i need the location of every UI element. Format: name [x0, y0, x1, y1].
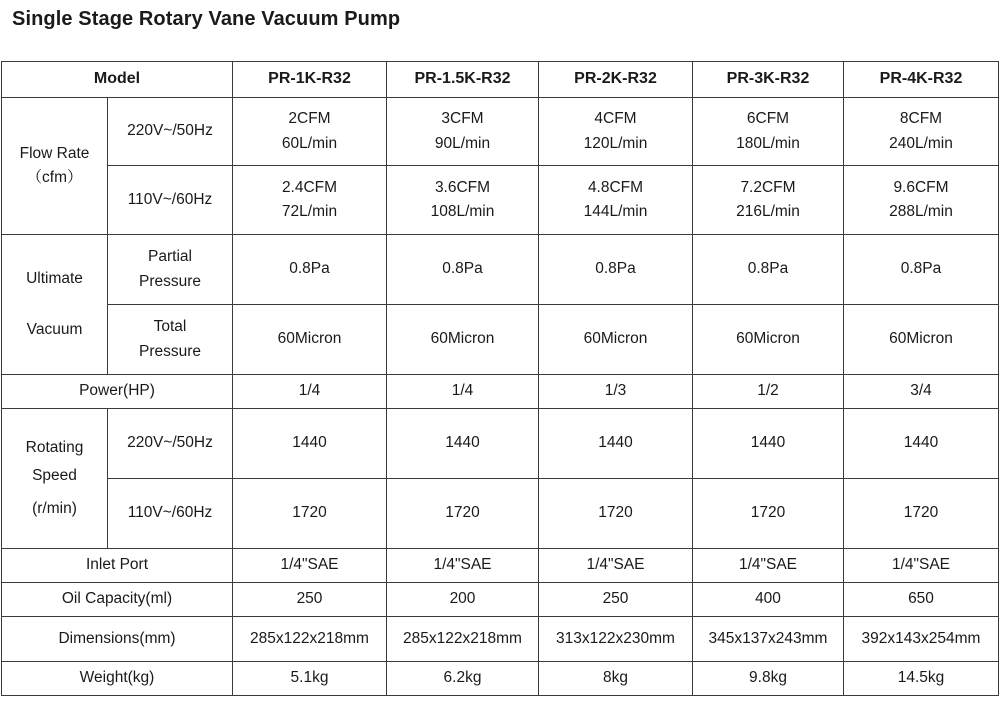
header-row	[2, 62, 999, 98]
power-cell: 1/4	[387, 375, 539, 409]
speed-cell: 1440	[387, 409, 539, 479]
speed-cell: 1720	[387, 479, 539, 549]
ultimate-vacuum-label: Ultimate Vacuum	[2, 235, 108, 375]
power-cell: 3/4	[844, 375, 999, 409]
model-column-header: PR-1.5K-R32	[387, 62, 539, 98]
pressure-cell: 60Micron	[693, 305, 844, 375]
weight-cell: 8kg	[539, 662, 693, 696]
pressure-cell: 60Micron	[387, 305, 539, 375]
partial-pressure-row	[2, 235, 999, 305]
speed-cell: 1720	[539, 479, 693, 549]
total-pressure-label: Total Pressure	[108, 305, 233, 375]
model-column-header: PR-1K-R32	[233, 62, 387, 98]
flow-rate-cell: 4.8CFM 144L/min	[539, 166, 693, 235]
power-cell: 1/3	[539, 375, 693, 409]
speed-cell: 1440	[693, 409, 844, 479]
voltage-label: 110V~/60Hz	[108, 479, 233, 549]
inlet-port-cell: 1/4"SAE	[233, 549, 387, 583]
weight-cell: 9.8kg	[693, 662, 844, 696]
voltage-label: 110V~/60Hz	[108, 166, 233, 235]
model-header: Model	[2, 62, 233, 98]
weight-row	[2, 662, 999, 696]
rotating-speed-220v-row	[2, 409, 999, 479]
flow-rate-cell: 8CFM 240L/min	[844, 98, 999, 166]
oil-capacity-cell: 200	[387, 583, 539, 617]
speed-cell: 1720	[844, 479, 999, 549]
dimensions-cell: 345x137x243mm	[693, 617, 844, 662]
pressure-cell: 0.8Pa	[539, 235, 693, 305]
flow-rate-cell: 2.4CFM 72L/min	[233, 166, 387, 235]
dimensions-label: Dimensions(mm)	[2, 617, 233, 662]
inlet-port-row	[2, 549, 999, 583]
flow-rate-220v-row	[2, 98, 999, 166]
inlet-port-cell: 1/4"SAE	[693, 549, 844, 583]
weight-cell: 6.2kg	[387, 662, 539, 696]
flow-rate-cell: 2CFM 60L/min	[233, 98, 387, 166]
speed-cell: 1720	[233, 479, 387, 549]
voltage-label: 220V~/50Hz	[108, 98, 233, 166]
flow-rate-label: Flow Rate （cfm）	[2, 98, 108, 235]
pressure-cell: 0.8Pa	[233, 235, 387, 305]
flow-rate-cell: 3CFM 90L/min	[387, 98, 539, 166]
partial-pressure-label: Partial Pressure	[108, 235, 233, 305]
dimensions-cell: 392x143x254mm	[844, 617, 999, 662]
flow-rate-cell: 3.6CFM 108L/min	[387, 166, 539, 235]
dimensions-cell: 313x122x230mm	[539, 617, 693, 662]
voltage-label: 220V~/50Hz	[108, 409, 233, 479]
dimensions-row	[2, 617, 999, 662]
oil-capacity-cell: 400	[693, 583, 844, 617]
rotating-speed-110v-row	[2, 479, 999, 549]
oil-capacity-row	[2, 583, 999, 617]
speed-cell: 1720	[693, 479, 844, 549]
oil-capacity-cell: 650	[844, 583, 999, 617]
oil-capacity-cell: 250	[233, 583, 387, 617]
inlet-port-cell: 1/4"SAE	[539, 549, 693, 583]
pressure-cell: 60Micron	[233, 305, 387, 375]
dimensions-cell: 285x122x218mm	[387, 617, 539, 662]
flow-rate-cell: 7.2CFM 216L/min	[693, 166, 844, 235]
flow-rate-cell: 6CFM 180L/min	[693, 98, 844, 166]
pressure-cell: 60Micron	[844, 305, 999, 375]
flow-rate-110v-row	[2, 166, 999, 235]
power-cell: 1/4	[233, 375, 387, 409]
speed-cell: 1440	[844, 409, 999, 479]
pressure-cell: 0.8Pa	[387, 235, 539, 305]
pressure-cell: 0.8Pa	[844, 235, 999, 305]
weight-cell: 14.5kg	[844, 662, 999, 696]
weight-cell: 5.1kg	[233, 662, 387, 696]
spec-table	[1, 61, 999, 696]
inlet-port-cell: 1/4"SAE	[844, 549, 999, 583]
model-column-header: PR-2K-R32	[539, 62, 693, 98]
power-row	[2, 375, 999, 409]
pressure-cell: 0.8Pa	[693, 235, 844, 305]
flow-rate-cell: 9.6CFM 288L/min	[844, 166, 999, 235]
weight-label: Weight(kg)	[2, 662, 233, 696]
power-cell: 1/2	[693, 375, 844, 409]
rotating-speed-label: Rotating Speed (r/min)	[2, 409, 108, 549]
page-title: Single Stage Rotary Vane Vacuum Pump	[12, 8, 401, 30]
dimensions-cell: 285x122x218mm	[233, 617, 387, 662]
pressure-cell: 60Micron	[539, 305, 693, 375]
total-pressure-row	[2, 305, 999, 375]
oil-capacity-cell: 250	[539, 583, 693, 617]
flow-rate-cell: 4CFM 120L/min	[539, 98, 693, 166]
inlet-port-cell: 1/4"SAE	[387, 549, 539, 583]
power-label: Power(HP)	[2, 375, 233, 409]
model-column-header: PR-3K-R32	[693, 62, 844, 98]
oil-capacity-label: Oil Capacity(ml)	[2, 583, 233, 617]
inlet-port-label: Inlet Port	[2, 549, 233, 583]
model-column-header: PR-4K-R32	[844, 62, 999, 98]
speed-cell: 1440	[233, 409, 387, 479]
speed-cell: 1440	[539, 409, 693, 479]
